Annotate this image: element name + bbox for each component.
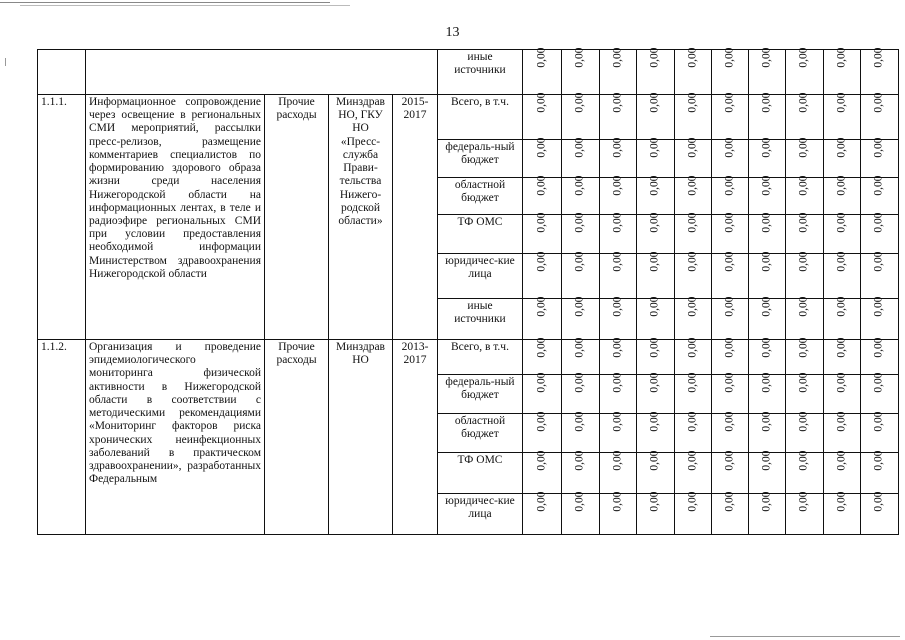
value-text: 0,00 — [648, 212, 661, 233]
value-text: 0,00 — [611, 47, 624, 68]
value-text: 0,00 — [648, 296, 661, 317]
value-cell — [562, 491, 600, 535]
value-text: 0,00 — [573, 337, 586, 358]
value-cell — [824, 337, 861, 375]
value-text: 0,00 — [648, 175, 661, 196]
value-cell — [861, 337, 899, 375]
value-cell — [523, 411, 562, 453]
value-text: 0,00 — [648, 491, 661, 512]
value-cell — [675, 47, 712, 95]
value-cell — [637, 337, 675, 375]
value-cell — [675, 175, 712, 215]
value-text: 0,00 — [573, 212, 586, 233]
value-cell — [712, 137, 749, 178]
value-text: 0,00 — [760, 372, 773, 393]
value-cell — [712, 296, 749, 340]
value-cell — [861, 212, 899, 254]
cost-type: Прочие расходы — [265, 340, 329, 535]
value-text: 0,00 — [648, 137, 661, 158]
funding-source: Всего, в т.ч. — [438, 95, 523, 140]
funding-source: ТФ ОМС — [438, 215, 523, 254]
value-text: 0,00 — [535, 337, 548, 358]
value-text: 0,00 — [872, 450, 885, 471]
value-text: 0,00 — [872, 92, 885, 113]
value-text: 0,00 — [611, 137, 624, 158]
value-cell — [562, 175, 600, 215]
value-cell — [712, 175, 749, 215]
table-row — [38, 95, 899, 140]
task-description: Организация и проведение эпидемиологического мониторинга физической активности в Нижегородской области в соответствии с методическими рекомендациями «Мониторинг факторов риска хронических неинфекционных заболеваний в практическом здравоохранении», разработанных Федеральным — [86, 340, 265, 535]
value-cell — [786, 372, 824, 414]
value-text: 0,00 — [797, 212, 810, 233]
value-text: 0,00 — [760, 296, 773, 317]
value-cell — [637, 137, 675, 178]
task-cell — [86, 50, 438, 95]
value-cell — [523, 137, 562, 178]
value-cell — [637, 175, 675, 215]
value-cell — [861, 92, 899, 140]
value-cell — [824, 175, 861, 215]
value-text: 0,00 — [872, 212, 885, 233]
value-cell — [861, 296, 899, 340]
value-cell — [523, 251, 562, 299]
executor: Минздрав НО — [329, 340, 393, 535]
value-cell — [749, 137, 786, 178]
value-cell — [824, 411, 861, 453]
value-cell — [675, 137, 712, 178]
value-cell — [675, 92, 712, 140]
value-text: 0,00 — [611, 251, 624, 272]
value-text: 0,00 — [797, 337, 810, 358]
value-text: 0,00 — [835, 137, 848, 158]
funding-source: ТФ ОМС — [438, 453, 523, 494]
value-text: 0,00 — [760, 411, 773, 432]
value-text: 0,00 — [723, 450, 736, 471]
value-text: 0,00 — [835, 411, 848, 432]
value-cell — [749, 212, 786, 254]
value-text: 0,00 — [535, 92, 548, 113]
value-text: 0,00 — [686, 212, 699, 233]
value-cell — [562, 251, 600, 299]
value-cell — [712, 372, 749, 414]
value-text: 0,00 — [797, 251, 810, 272]
value-cell — [824, 212, 861, 254]
value-cell — [637, 47, 675, 95]
value-cell — [562, 212, 600, 254]
value-text: 0,00 — [611, 411, 624, 432]
value-cell — [675, 212, 712, 254]
value-text: 0,00 — [686, 411, 699, 432]
value-text: 0,00 — [611, 175, 624, 196]
value-text: 0,00 — [797, 450, 810, 471]
value-text: 0,00 — [535, 175, 548, 196]
value-text: 0,00 — [611, 212, 624, 233]
value-cell — [749, 372, 786, 414]
value-cell — [786, 296, 824, 340]
value-text: 0,00 — [573, 296, 586, 317]
value-text: 0,00 — [686, 372, 699, 393]
table-row — [38, 340, 899, 375]
scan-artifact-mark — [5, 58, 6, 66]
value-cell — [824, 372, 861, 414]
value-cell — [749, 251, 786, 299]
value-cell — [562, 92, 600, 140]
value-text: 0,00 — [872, 175, 885, 196]
value-cell — [675, 450, 712, 494]
value-cell — [637, 296, 675, 340]
value-text: 0,00 — [835, 175, 848, 196]
value-cell — [562, 411, 600, 453]
value-cell — [600, 47, 637, 95]
value-text: 0,00 — [797, 491, 810, 512]
item-number: 1.1.1. — [38, 95, 86, 340]
value-cell — [712, 47, 749, 95]
value-text: 0,00 — [723, 137, 736, 158]
table-row — [38, 50, 899, 95]
value-text: 0,00 — [723, 372, 736, 393]
value-text: 0,00 — [686, 92, 699, 113]
value-cell — [600, 92, 637, 140]
funding-source: федераль-ный бюджет — [438, 140, 523, 178]
value-cell — [562, 372, 600, 414]
value-cell — [824, 251, 861, 299]
value-cell — [600, 337, 637, 375]
value-cell — [675, 251, 712, 299]
value-text: 0,00 — [535, 47, 548, 68]
value-text: 0,00 — [760, 337, 773, 358]
value-cell — [786, 251, 824, 299]
value-text: 0,00 — [723, 491, 736, 512]
value-cell — [600, 411, 637, 453]
value-text: 0,00 — [835, 491, 848, 512]
value-cell — [786, 411, 824, 453]
value-text: 0,00 — [573, 137, 586, 158]
value-text: 0,00 — [535, 491, 548, 512]
value-cell — [600, 137, 637, 178]
value-text: 0,00 — [723, 212, 736, 233]
value-text: 0,00 — [611, 296, 624, 317]
value-cell — [712, 212, 749, 254]
funding-source: федераль-ный бюджет — [438, 375, 523, 414]
value-text: 0,00 — [573, 450, 586, 471]
item-number: 1.1.2. — [38, 340, 86, 535]
value-cell — [861, 411, 899, 453]
implementation-period: 2013-2017 — [393, 340, 438, 535]
value-cell — [600, 212, 637, 254]
value-cell — [712, 450, 749, 494]
value-cell — [523, 296, 562, 340]
value-text: 0,00 — [611, 337, 624, 358]
value-cell — [712, 92, 749, 140]
value-text: 0,00 — [760, 92, 773, 113]
value-text: 0,00 — [686, 47, 699, 68]
value-text: 0,00 — [872, 337, 885, 358]
value-cell — [749, 337, 786, 375]
value-cell — [675, 411, 712, 453]
value-cell — [824, 296, 861, 340]
value-cell — [637, 411, 675, 453]
value-cell — [824, 491, 861, 535]
value-cell — [861, 175, 899, 215]
scan-artifact-line — [20, 5, 350, 6]
value-text: 0,00 — [535, 137, 548, 158]
value-cell — [637, 212, 675, 254]
value-cell — [861, 47, 899, 95]
value-cell — [712, 337, 749, 375]
value-cell — [749, 296, 786, 340]
value-cell — [562, 296, 600, 340]
value-text: 0,00 — [648, 411, 661, 432]
value-cell — [600, 251, 637, 299]
value-text: 0,00 — [872, 47, 885, 68]
value-cell — [712, 411, 749, 453]
value-text: 0,00 — [535, 212, 548, 233]
value-text: 0,00 — [648, 92, 661, 113]
value-text: 0,00 — [686, 491, 699, 512]
implementation-period: 2015-2017 — [393, 95, 438, 340]
value-text: 0,00 — [760, 212, 773, 233]
value-cell — [600, 491, 637, 535]
value-text: 0,00 — [648, 251, 661, 272]
value-cell — [562, 137, 600, 178]
value-text: 0,00 — [723, 251, 736, 272]
value-cell — [523, 491, 562, 535]
value-cell — [824, 450, 861, 494]
funding-source: областной бюджет — [438, 414, 523, 453]
value-cell — [523, 212, 562, 254]
value-text: 0,00 — [723, 47, 736, 68]
funding-source: Всего, в т.ч. — [438, 340, 523, 375]
value-text: 0,00 — [535, 296, 548, 317]
value-cell — [861, 372, 899, 414]
funding-source: юридичес-кие лица — [438, 254, 523, 299]
value-cell — [523, 175, 562, 215]
scan-artifact-line — [710, 636, 900, 637]
value-cell — [637, 450, 675, 494]
value-text: 0,00 — [797, 137, 810, 158]
value-cell — [675, 337, 712, 375]
value-cell — [824, 92, 861, 140]
value-cell — [861, 491, 899, 535]
value-text: 0,00 — [835, 251, 848, 272]
value-cell — [523, 47, 562, 95]
value-text: 0,00 — [573, 251, 586, 272]
executor: Минздрав НО, ГКУ НО «Пресс-служба Прави-тельства Нижего-родской области» — [329, 95, 393, 340]
value-text: 0,00 — [760, 491, 773, 512]
funding-source: иные источники — [438, 299, 523, 340]
value-cell — [562, 47, 600, 95]
value-text: 0,00 — [835, 92, 848, 113]
value-cell — [824, 137, 861, 178]
value-text: 0,00 — [535, 372, 548, 393]
value-text: 0,00 — [872, 372, 885, 393]
value-text: 0,00 — [686, 251, 699, 272]
value-text: 0,00 — [797, 92, 810, 113]
value-cell — [861, 137, 899, 178]
value-cell — [786, 47, 824, 95]
value-text: 0,00 — [686, 296, 699, 317]
value-cell — [562, 337, 600, 375]
value-text: 0,00 — [760, 47, 773, 68]
value-cell — [600, 296, 637, 340]
value-text: 0,00 — [573, 175, 586, 196]
value-text: 0,00 — [611, 491, 624, 512]
value-cell — [749, 450, 786, 494]
value-cell — [786, 337, 824, 375]
value-text: 0,00 — [760, 137, 773, 158]
value-text: 0,00 — [573, 47, 586, 68]
funding-source: областной бюджет — [438, 178, 523, 215]
value-cell — [861, 251, 899, 299]
value-text: 0,00 — [760, 175, 773, 196]
value-text: 0,00 — [611, 450, 624, 471]
value-cell — [712, 491, 749, 535]
value-cell — [637, 491, 675, 535]
value-text: 0,00 — [872, 411, 885, 432]
value-cell — [675, 372, 712, 414]
value-cell — [786, 491, 824, 535]
value-text: 0,00 — [723, 296, 736, 317]
value-text: 0,00 — [535, 251, 548, 272]
item-number — [38, 50, 86, 95]
value-text: 0,00 — [872, 251, 885, 272]
value-cell — [523, 92, 562, 140]
value-cell — [749, 175, 786, 215]
value-cell — [749, 47, 786, 95]
value-cell — [824, 47, 861, 95]
program-funding-table — [37, 49, 899, 535]
value-text: 0,00 — [535, 411, 548, 432]
value-text: 0,00 — [760, 450, 773, 471]
value-text: 0,00 — [573, 491, 586, 512]
value-text: 0,00 — [835, 296, 848, 317]
value-text: 0,00 — [760, 251, 773, 272]
value-text: 0,00 — [686, 137, 699, 158]
value-text: 0,00 — [872, 296, 885, 317]
value-cell — [861, 450, 899, 494]
scan-artifact-line — [0, 2, 330, 3]
value-cell — [523, 372, 562, 414]
value-cell — [600, 175, 637, 215]
value-text: 0,00 — [611, 92, 624, 113]
value-text: 0,00 — [723, 337, 736, 358]
value-text: 0,00 — [723, 411, 736, 432]
value-text: 0,00 — [686, 337, 699, 358]
value-cell — [712, 251, 749, 299]
value-text: 0,00 — [648, 337, 661, 358]
value-text: 0,00 — [872, 491, 885, 512]
value-cell — [675, 296, 712, 340]
value-cell — [749, 411, 786, 453]
value-text: 0,00 — [797, 175, 810, 196]
task-description: Информационное сопровождение через освещение в региональных СМИ мероприятий, рассылки пресс-релизов, размещение комментариев специалистов по формированию здорового образа жизни среди населения Нижегородской области на информационных лентах, в теле и радиоэфире региональных СМИ при условии предоставления необходимой информации Министерством здравоохранения Нижегородской области — [86, 95, 265, 340]
value-cell — [600, 372, 637, 414]
value-text: 0,00 — [797, 411, 810, 432]
page-number: 13 — [445, 25, 460, 40]
value-text: 0,00 — [723, 92, 736, 113]
value-text: 0,00 — [573, 372, 586, 393]
value-text: 0,00 — [835, 450, 848, 471]
funding-source: иные источники — [438, 50, 523, 95]
value-text: 0,00 — [797, 47, 810, 68]
value-text: 0,00 — [872, 137, 885, 158]
value-cell — [637, 372, 675, 414]
value-cell — [523, 337, 562, 375]
value-text: 0,00 — [648, 372, 661, 393]
value-cell — [749, 491, 786, 535]
value-text: 0,00 — [648, 450, 661, 471]
value-cell — [749, 92, 786, 140]
value-text: 0,00 — [835, 337, 848, 358]
value-text: 0,00 — [797, 372, 810, 393]
value-cell — [562, 450, 600, 494]
value-text: 0,00 — [686, 450, 699, 471]
value-text: 0,00 — [573, 92, 586, 113]
value-cell — [786, 137, 824, 178]
value-text: 0,00 — [648, 47, 661, 68]
value-text: 0,00 — [835, 212, 848, 233]
value-cell — [786, 92, 824, 140]
value-cell — [786, 212, 824, 254]
value-text: 0,00 — [611, 372, 624, 393]
value-cell — [523, 450, 562, 494]
value-text: 0,00 — [835, 47, 848, 68]
value-text: 0,00 — [535, 450, 548, 471]
value-text: 0,00 — [723, 175, 736, 196]
value-cell — [637, 251, 675, 299]
value-text: 0,00 — [686, 175, 699, 196]
value-cell — [786, 450, 824, 494]
funding-source: юридичес-кие лица — [438, 494, 523, 535]
value-text: 0,00 — [573, 411, 586, 432]
value-cell — [786, 175, 824, 215]
value-cell — [675, 491, 712, 535]
cost-type: Прочие расходы — [265, 95, 329, 340]
value-cell — [637, 92, 675, 140]
value-cell — [600, 450, 637, 494]
value-text: 0,00 — [835, 372, 848, 393]
value-text: 0,00 — [797, 296, 810, 317]
